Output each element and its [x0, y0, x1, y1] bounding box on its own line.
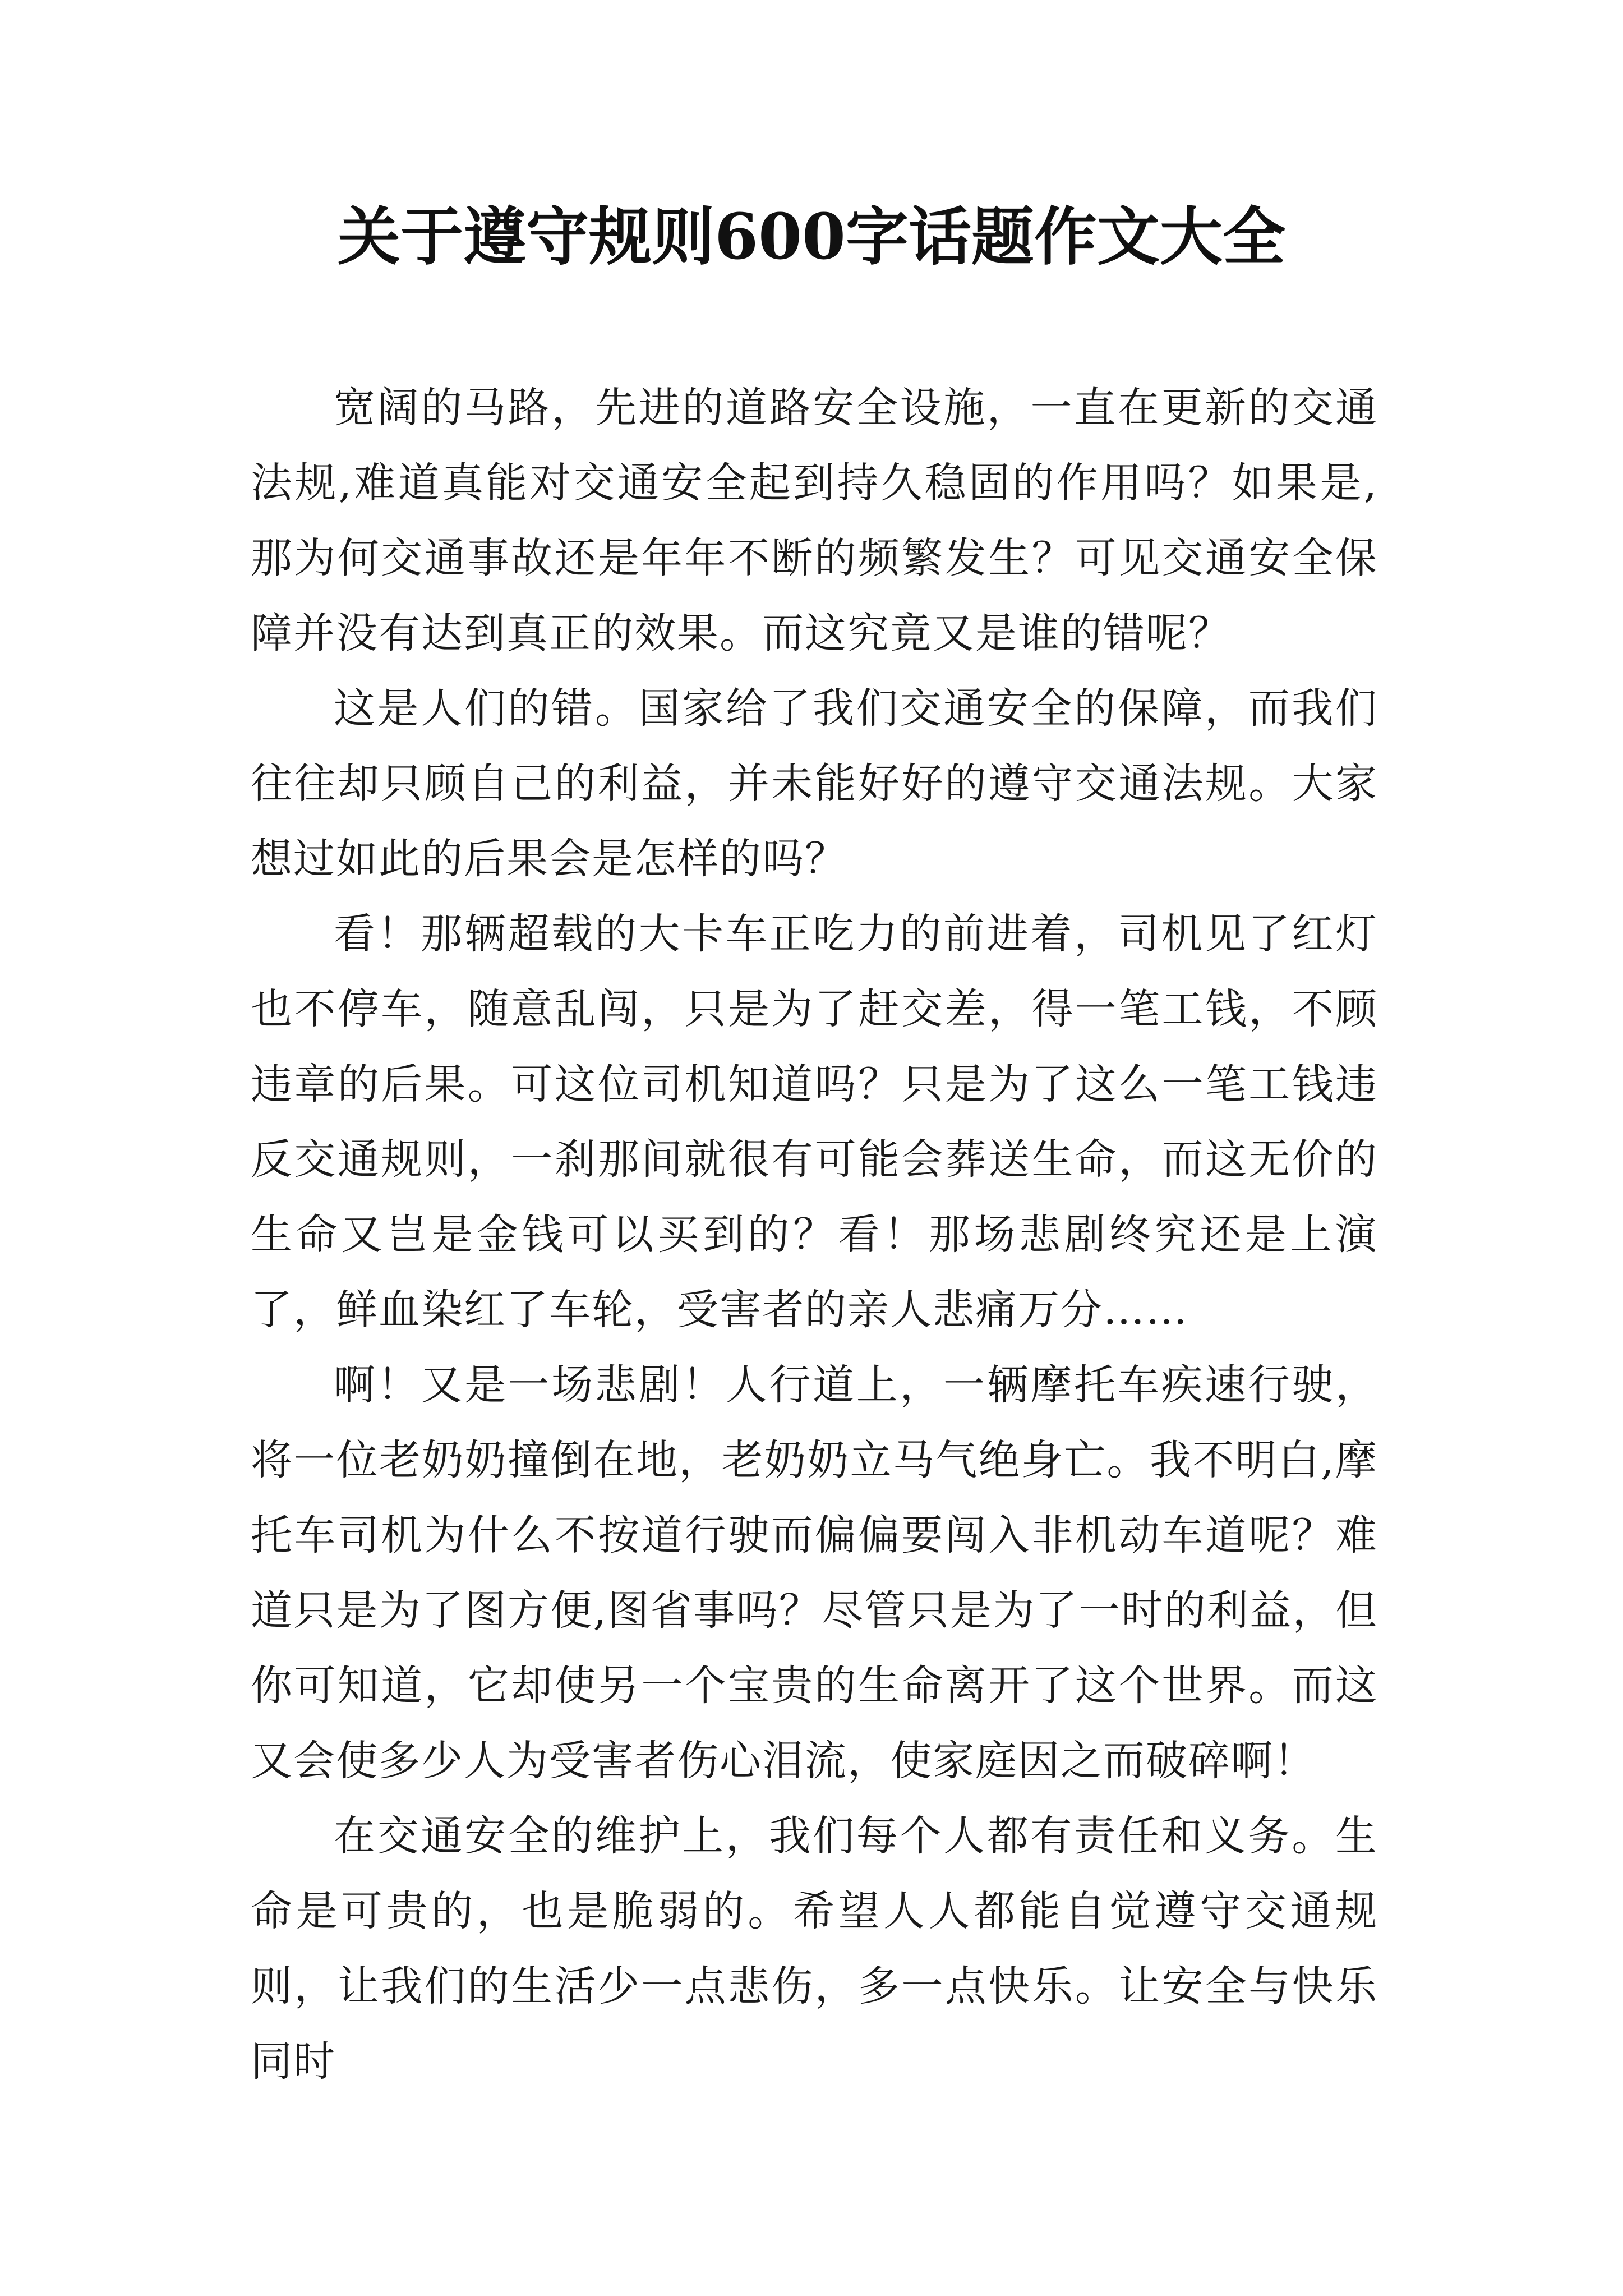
- document-title: 关于遵守规则600字话题作文大全: [338, 200, 1285, 274]
- paragraph-5: 在交通安全的维护上，我们每个人都有责任和义务。生命是可贵的，也是脆弱的。希望人人都能自觉遵守交通规则，让我们的生活少一点悲伤，多一点快乐。让安全与快乐同时: [251, 1812, 1378, 2086]
- paragraph-3: 看！那辆超载的大卡车正吃力的前进着，司机见了红灯也不停车，随意乱闯，只是为了赶交差，得一笔工钱，不顾违章的后果。可这位司机知道吗？只是为了这么一笔工钱违反交通规则，一刹那间就很有可能会葬送生命，而这无价的生命又岂是金钱可以买到的？看！那场悲剧终究还是上演了，鲜血染红了车轮，受害者的亲人悲痛万分……: [251, 910, 1378, 1334]
- document-body: [251, 370, 1378, 2099]
- paragraph-1: 宽阔的马路，先进的道路安全设施，一直在更新的交通法规,难道真能对交通安全起到持久稳固的作用吗？如果是,那为何交通事故还是年年不断的频繁发生？可见交通安全保障并没有达到真正的效果。而这究竟又是谁的错呢？: [251, 384, 1378, 657]
- paragraph-4: 啊！又是一场悲剧！人行道上，一辆摩托车疾速行驶，将一位老奶奶撞倒在地，老奶奶立马气绝身亡。我不明白,摩托车司机为什么不按道行驶而偏偏要闯入非机动车道呢？难道只是为了图方便,图省事吗？尽管只是为了一时的利益，但你可知道，它却使另一个宝贵的生命离开了这个世界。而这又会使多少人为受害者伤心泪流，使家庭因之而破碎啊！: [251, 1361, 1378, 1785]
- paragraph-2: 这是人们的错。国家给了我们交通安全的保障，而我们往往却只顾自己的利益，并未能好好的遵守交通法规。大家想过如此的后果会是怎样的吗？: [251, 684, 1378, 883]
